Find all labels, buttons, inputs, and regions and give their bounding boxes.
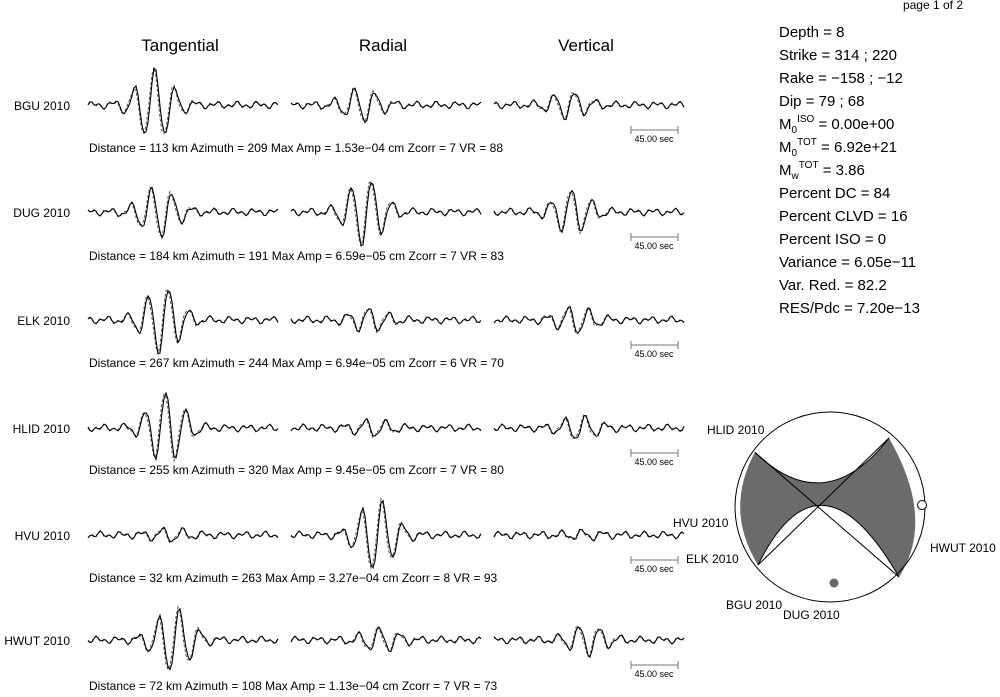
observed-waveform (494, 530, 684, 541)
bb-label-hwut: HWUT 2010 (930, 541, 996, 555)
mw-tot-base: M (779, 162, 792, 179)
percent-clvd-value: Percent CLVD = 16 (779, 208, 908, 225)
observed-waveform (88, 187, 278, 237)
bb-label-hvu: HVU 2010 (673, 516, 729, 530)
bb-label-elk: ELK 2010 (686, 552, 739, 566)
station-info: Distance = 255 km Azimuth = 320 Max Amp = 9.45e−05 cm Zcorr = 7 VR = 80 (89, 463, 504, 477)
m0-tot-number: = 6.92e+21 (816, 139, 897, 156)
scale-bar-label: 45.00 sec (634, 457, 674, 467)
mw-tot-number: = 3.86 (818, 162, 865, 179)
t-axis-marker (918, 501, 927, 510)
page-label: page 1 of 2 (902, 0, 963, 12)
synthetic-waveform (88, 395, 278, 462)
synthetic-waveform (291, 310, 481, 333)
mw-tot-sub: w (791, 171, 799, 182)
observed-waveform (88, 393, 278, 459)
res-pdc-value: RES/Pdc = 7.20e−13 (779, 300, 920, 317)
observed-waveform (494, 94, 684, 120)
rake-value: Rake = −158 ; −12 (779, 70, 903, 87)
m0-tot-sup: TOT (797, 137, 817, 148)
observed-waveform (291, 88, 481, 122)
synthetic-waveform (494, 192, 684, 233)
observed-waveform (88, 291, 278, 354)
observed-waveform (291, 627, 481, 651)
depth-value: Depth = 8 (779, 24, 845, 41)
observed-waveform (494, 191, 684, 233)
scale-bar-label: 45.00 sec (634, 349, 674, 359)
station-info: Distance = 72 km Azimuth = 108 Max Amp = 1.13e−04 cm Zcorr = 7 VR = 73 (89, 679, 498, 693)
strike-value: Strike = 314 ; 220 (779, 47, 897, 64)
beachball (673, 412, 996, 622)
mw-tot-value (779, 160, 865, 182)
observed-waveform (88, 69, 278, 133)
synthetic-waveform (88, 67, 278, 133)
observed-waveform (494, 627, 684, 657)
scale-bar-label: 45.00 sec (634, 564, 674, 574)
component-header-radial: Radial (358, 36, 408, 55)
observed-waveform (494, 307, 684, 333)
station-label: HLID 2010 (12, 422, 70, 436)
scale-bar-label: 45.00 sec (634, 241, 674, 251)
component-header-vertical: Vertical (558, 36, 614, 55)
m0-iso-number: = 0.00e+00 (814, 116, 895, 133)
dip-value: Dip = 79 ; 68 (779, 93, 865, 110)
m0-iso-sup: ISO (797, 114, 815, 125)
station-label: HVU 2010 (14, 529, 70, 543)
observed-waveform (291, 309, 481, 332)
variance-value: Variance = 6.05e−11 (779, 254, 917, 271)
p-axis-marker (830, 579, 839, 588)
scale-bar-label: 45.00 sec (634, 134, 674, 144)
observed-waveform (291, 419, 481, 436)
observed-waveform (88, 527, 278, 541)
m0-tot-sub: 0 (791, 148, 798, 159)
percent-dc-value: Percent DC = 84 (779, 185, 891, 202)
m0-tot-value (779, 137, 897, 159)
m0-iso-value (779, 114, 894, 136)
station-rows (4, 67, 684, 693)
m0-iso-sub: 0 (791, 125, 798, 136)
station-info: Distance = 267 km Azimuth = 244 Max Amp = 6.94e−05 cm Zcorr = 6 VR = 70 (89, 356, 504, 370)
station-info: Distance = 113 km Azimuth = 209 Max Amp = 1.53e−04 cm Zcorr = 7 VR = 88 (89, 141, 503, 155)
bb-label-bgu: BGU 2010 (726, 598, 783, 612)
scale-bar-label: 45.00 sec (634, 669, 674, 679)
var-red-value: Var. Red. = 82.2 (779, 277, 887, 294)
station-info: Distance = 184 km Azimuth = 191 Max Amp = 6.59e−05 cm Zcorr = 7 VR = 83 (89, 249, 504, 263)
station-label: DUG 2010 (13, 206, 70, 220)
station-label: BGU 2010 (13, 99, 70, 113)
bb-label-dug: DUG 2010 (783, 608, 840, 622)
m0-tot-base: M (779, 139, 792, 156)
station-label: HWUT 2010 (4, 634, 70, 648)
bb-label-hlid: HLID 2010 (707, 423, 765, 437)
observed-waveform (88, 609, 278, 670)
parameters-panel (779, 24, 920, 317)
percent-iso-value: Percent ISO = 0 (779, 231, 887, 248)
observed-waveform (291, 183, 481, 246)
station-info: Distance = 32 km Azimuth = 263 Max Amp = 3.27e−04 cm Zcorr = 8 VR = 93 (89, 571, 498, 585)
observed-waveform (291, 501, 481, 568)
component-header-tangential: Tangential (141, 36, 219, 55)
m0-iso-base: M (779, 116, 792, 133)
station-label: ELK 2010 (17, 314, 70, 328)
mw-tot-sup: TOT (798, 160, 819, 171)
